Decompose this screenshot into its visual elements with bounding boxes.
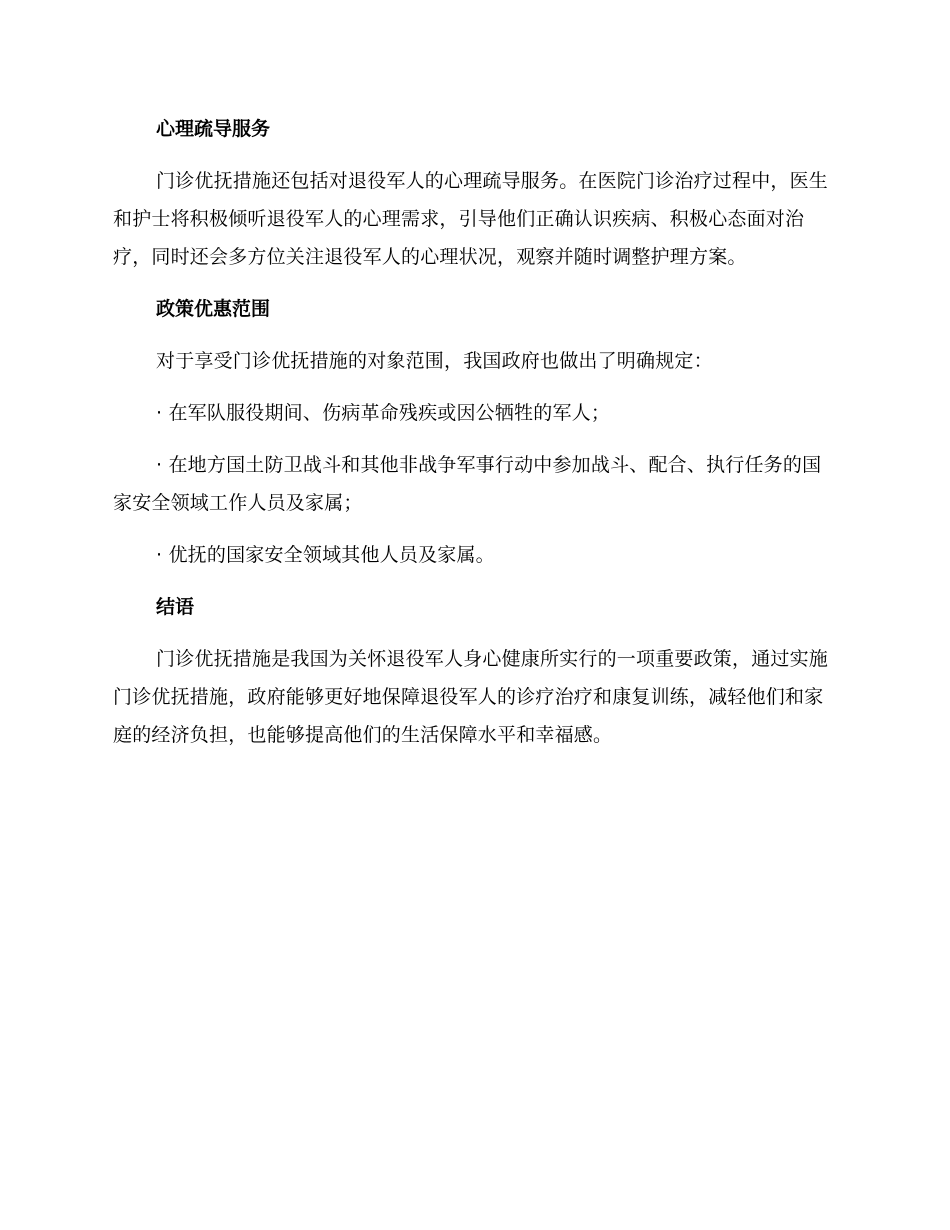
paragraph-psychological-counseling: 门诊优抚措施还包括对退役军人的心理疏导服务。在医院门诊治疗过程中，医生和护士将积极倾听退役军人的心理需求，引导他们正确认识疾病、积极心态面对治疗，同时还会多方位关注退役军人的心理状况，观察并随时调整护理方案。 — [113, 170, 829, 268]
bullet-item-other-personnel: · 优抚的国家安全领域其他人员及家属。 — [156, 544, 495, 566]
bullet-item-local-defense: · 在地方国土防卫战斗和其他非战争军事行动中参加战斗、配合、执行任务的国家安全领域工作人员及家属； — [113, 454, 822, 514]
paragraph-conclusion: 门诊优抚措施是我国为关怀退役军人身心健康所实行的一项重要政策，通过实施门诊优抚措施，政府能够更好地保障退役军人的诊疗治疗和康复训练，减轻他们和家庭的经济负担，也能够提高他们的生活保障水平和幸福感。 — [113, 648, 829, 746]
section-heading-conclusion: 结语 — [156, 596, 195, 618]
paragraph-policy-scope-intro: 对于享受门诊优抚措施的对象范围，我国政府也做出了明确规定： — [156, 350, 713, 372]
section-heading-psychological-counseling: 心理疏导服务 — [156, 118, 271, 140]
document-body — [113, 110, 833, 768]
section-heading-policy-scope: 政策优惠范围 — [156, 298, 271, 320]
bullet-item-military-service: · 在军队服役期间、伤病革命残疾或因公牺牲的军人； — [156, 402, 611, 424]
